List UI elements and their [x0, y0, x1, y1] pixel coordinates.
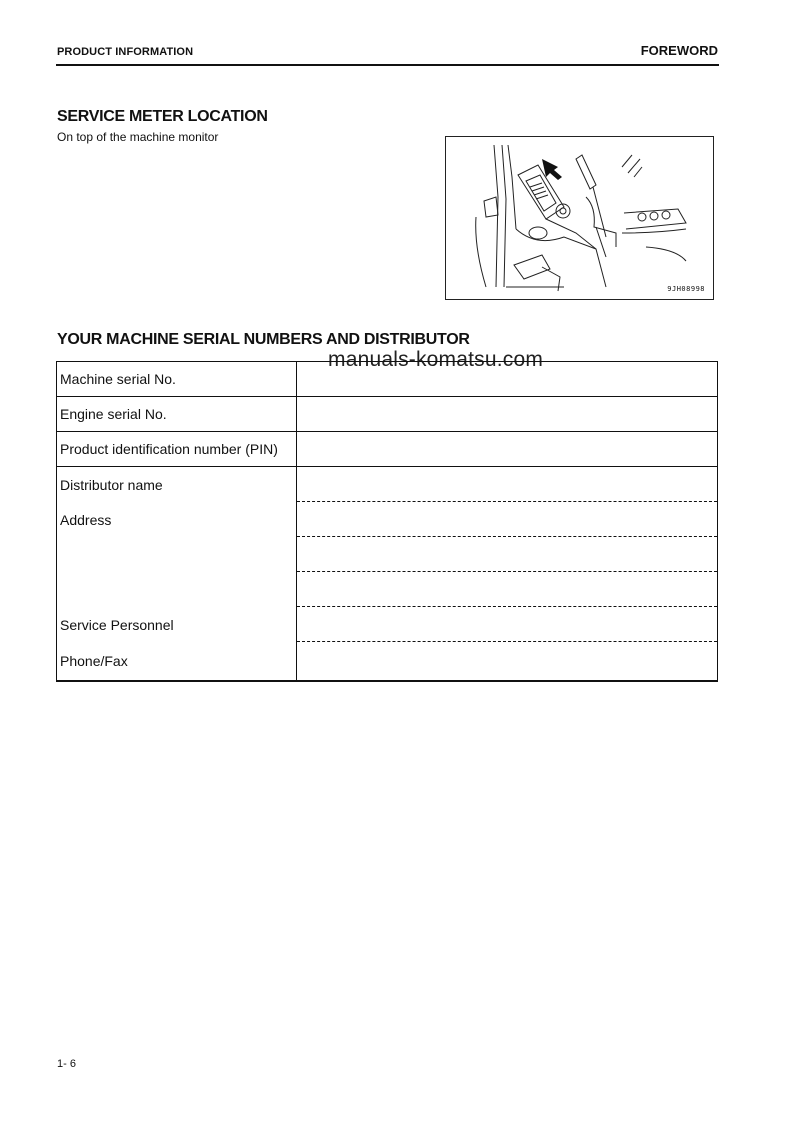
- watermark: manuals-komatsu.com: [328, 348, 544, 371]
- serial-section-title: YOUR MACHINE SERIAL NUMBERS AND DISTRIBUTOR: [57, 331, 470, 348]
- table-row: [57, 467, 718, 682]
- machine-serial-field[interactable]: [297, 362, 718, 397]
- address-label: Address: [60, 512, 112, 528]
- service-personnel-label: Service Personnel: [60, 617, 174, 633]
- figure-code: 9JH08998: [667, 285, 705, 293]
- address-field-line-2[interactable]: [297, 537, 717, 572]
- engine-serial-field[interactable]: [297, 397, 718, 432]
- pin-label: Product identification number (PIN): [57, 432, 297, 467]
- phone-fax-label: Phone/Fax: [60, 653, 128, 669]
- page-number: 1- 6: [57, 1058, 76, 1070]
- service-meter-description: On top of the machine monitor: [57, 130, 219, 144]
- table-row: [57, 362, 718, 397]
- address-field-line-1[interactable]: [297, 502, 717, 537]
- serial-numbers-table: [56, 361, 718, 682]
- machine-serial-label: Machine serial No.: [57, 362, 297, 397]
- service-personnel-field[interactable]: [297, 607, 717, 642]
- header-section-label: PRODUCT INFORMATION: [57, 46, 194, 58]
- address-field-line-3[interactable]: [297, 572, 717, 607]
- table-row: [57, 397, 718, 432]
- engine-serial-label: Engine serial No.: [57, 397, 297, 432]
- machine-monitor-figure: [445, 136, 714, 300]
- header-rule: [56, 64, 719, 66]
- phone-fax-field[interactable]: [297, 642, 717, 680]
- cab-illustration: [446, 137, 715, 301]
- table-row: [57, 432, 718, 467]
- service-meter-title: SERVICE METER LOCATION: [57, 108, 268, 125]
- distributor-fields-cell: [297, 467, 718, 682]
- pin-field[interactable]: [297, 432, 718, 467]
- distributor-name-label: Distributor name: [60, 477, 163, 493]
- header-chapter-label: FOREWORD: [640, 43, 718, 58]
- distributor-labels-cell: [57, 467, 297, 682]
- distributor-name-field[interactable]: [297, 467, 717, 502]
